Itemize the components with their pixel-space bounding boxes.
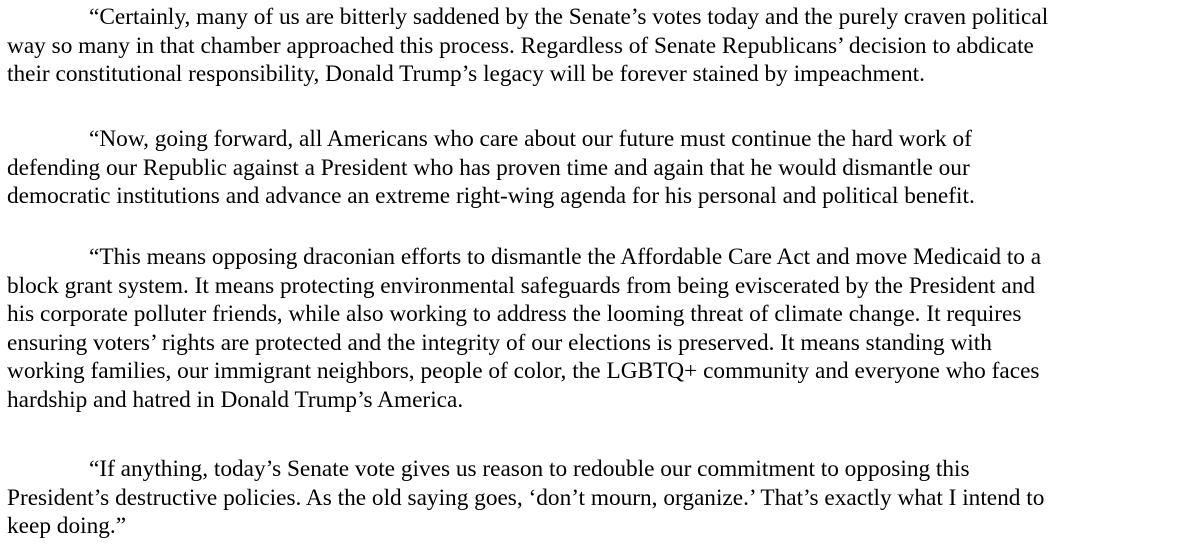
paragraph-3-line-1: “This means opposing draconian efforts to dismantle the Affordable Care Act and move Medicaid to a	[89, 244, 1042, 270]
paragraph-3-line-4: ensuring voters’ rights are protected and the integrity of our elections is preserved. It means standing with	[7, 329, 992, 356]
paragraph-4-line-3: keep doing.”	[7, 513, 127, 539]
paragraph-2	[7, 125, 1197, 211]
paragraph-3-line-3: his corporate polluter friends, while also working to address the looming threat of climate change. It requires	[7, 301, 1022, 327]
paragraph-2-line-1: “Now, going forward, all Americans who care about our future must continue the hard work of	[89, 126, 972, 152]
paragraph-1-line-3: their constitutional responsibility, Donald Trump’s legacy will be forever stained by impeachment.	[7, 61, 925, 87]
paragraph-3-line-2: block grant system. It means protecting environmental safeguards from being eviscerated by the President and	[7, 272, 1035, 299]
paragraph-1-line-1: “Certainly, many of us are bitterly saddened by the Senate’s votes today and the purely craven political	[89, 4, 1049, 30]
paragraph-3-line-5: working families, our immigrant neighbors, people of color, the LGBTQ+ community and everyone who faces	[7, 358, 1040, 384]
paragraph-4	[7, 455, 1197, 541]
paragraph-2-line-3: democratic institutions and advance an extreme right-wing agenda for his personal and political benefit.	[7, 183, 975, 209]
paragraph-3	[7, 243, 1197, 414]
paragraph-4-line-1: “If anything, today’s Senate vote gives us reason to redouble our commitment to opposing this	[89, 456, 970, 482]
paragraph-3-line-6: hardship and hatred in Donald Trump’s America.	[7, 386, 464, 413]
paragraph-1	[7, 3, 1197, 89]
paragraph-1-line-2: way so many in that chamber approached this process. Regardless of Senate Republicans’ decision to abdicate	[7, 32, 1034, 59]
paragraph-2-line-2: defending our Republic against a President who has proven time and again that he would dismantle our	[7, 154, 970, 181]
paragraph-4-line-2: President’s destructive policies. As the old saying goes, ‘don’t mourn, organize.’ That’s exactly what I intend to	[7, 484, 1045, 511]
